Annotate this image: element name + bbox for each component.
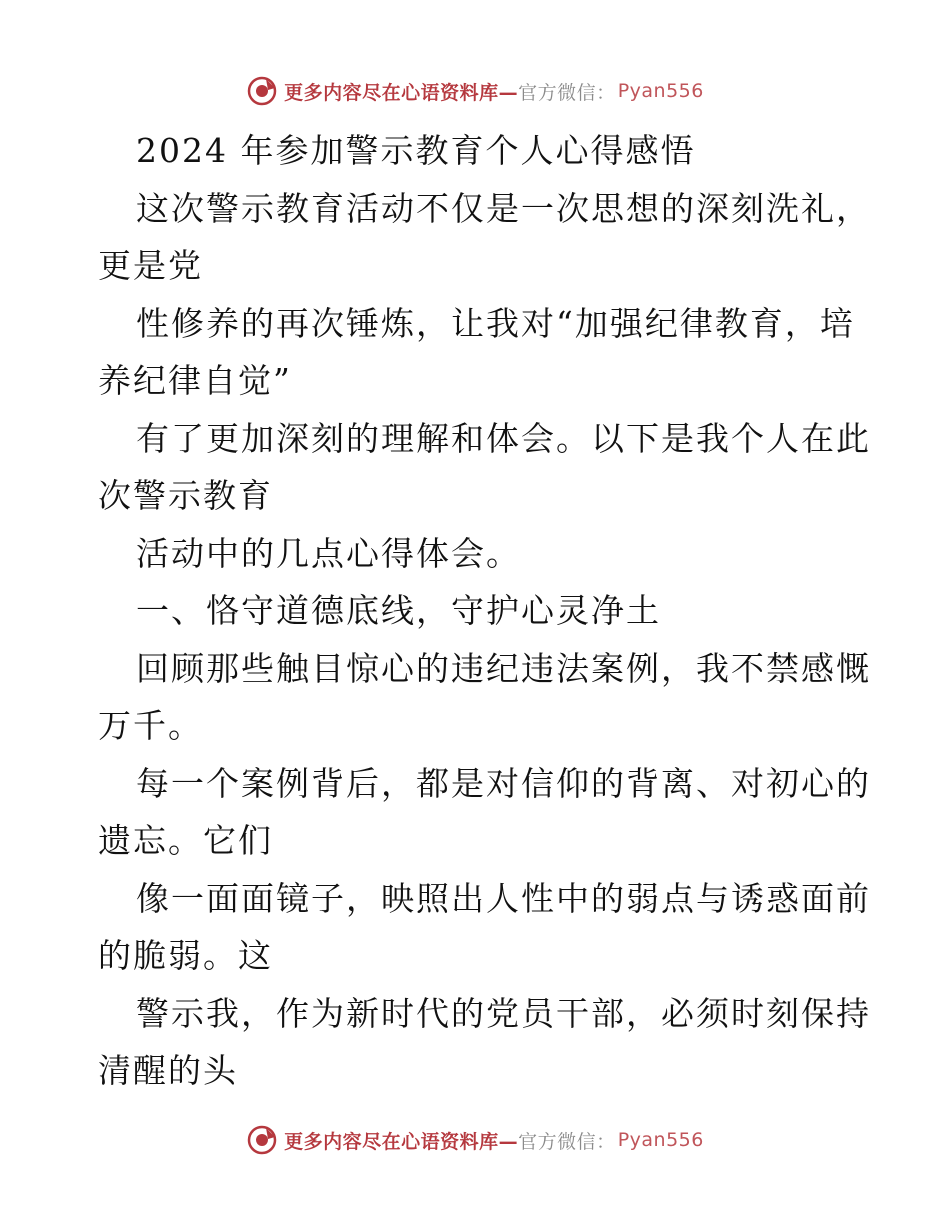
pen-logo-icon <box>246 1124 278 1156</box>
banner-wechat-id: Pyan556 <box>617 80 704 102</box>
text-line: 每一个案例背后，都是对信仰的背离、对初心的 <box>136 763 871 803</box>
text-line: 清醒的头 <box>98 1051 238 1090</box>
text-line: 次警示教育 <box>98 476 273 515</box>
text-line: 活动中的几点心得体会。 <box>136 533 521 573</box>
text-line: 有了更加深刻的理解和体会。以下是我个人在此 <box>136 418 871 458</box>
text-line: 这次警示教育活动不仅是一次思想的深刻洗礼， <box>136 188 871 228</box>
pen-logo-icon <box>246 75 278 107</box>
text-line: 像一面面镜子，映照出人性中的弱点与诱惑面前 <box>136 878 871 918</box>
header-banner <box>0 71 950 111</box>
text-line: 遗忘。它们 <box>98 821 273 860</box>
banner-main-text: 更多内容尽在心语资料库— <box>284 1130 519 1153</box>
text-line: 更是党 <box>98 246 203 285</box>
text-line: 回顾那些触目惊心的违纪违法案例，我不禁感慨 <box>136 648 871 688</box>
text-line: 2024 年参加警示教育个人心得感悟 <box>136 131 696 170</box>
banner-wechat-label: 官方微信： <box>518 81 616 104</box>
text-line: 警示我，作为新时代的党员干部，必须时刻保持 <box>136 993 871 1033</box>
text-line: 养纪律自觉” <box>98 361 292 400</box>
text-line: 性修养的再次锤炼，让我对“加强纪律教育，培 <box>136 303 855 343</box>
banner-wechat-id: Pyan556 <box>617 1129 704 1151</box>
banner-main-text: 更多内容尽在心语资料库— <box>284 81 519 104</box>
banner-wechat-label: 官方微信： <box>518 1130 616 1153</box>
text-line: 的脆弱。这 <box>98 936 273 975</box>
text-line: 万千。 <box>98 706 203 745</box>
document-body <box>98 122 871 1100</box>
text-line: 一、恪守道德底线，守护心灵净土 <box>136 591 661 630</box>
footer-banner <box>0 1120 950 1160</box>
